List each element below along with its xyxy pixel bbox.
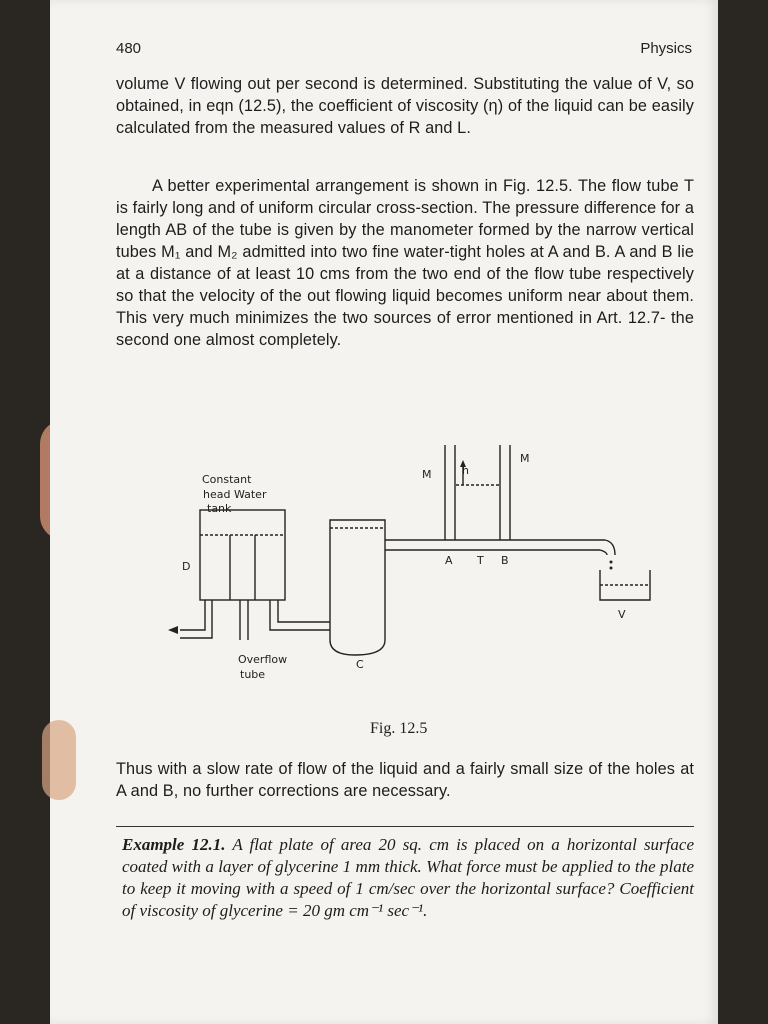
- label-constant-head-3: tank: [207, 502, 232, 515]
- reservoir-c: [330, 520, 385, 655]
- flow-tube-outlet-inner: [600, 550, 607, 555]
- label-c: C: [356, 658, 364, 671]
- example-label: Example 12.1.: [122, 835, 226, 854]
- finger-shadow-lower: [42, 720, 76, 800]
- example-block: [122, 834, 694, 922]
- label-d: D: [182, 560, 191, 573]
- viscosity-apparatus-diagram: [160, 440, 660, 690]
- label-a: A: [445, 554, 453, 567]
- label-t: T: [477, 554, 484, 567]
- inlet-arrow-icon: [168, 626, 178, 634]
- label-constant-head-1: Constant: [202, 473, 252, 486]
- paragraph-2: A better experimental arrangement is shown in Fig. 12.5. The flow tube T is fairly long and of uniform circular cross-section. The pressure difference for a length AB of the tube is given by the manometer formed by the narrow vertical tubes M₁ and M₂ admitted into two fine water-tight holes at A and B. A and B lie at a distance of at least 10 cms from the two end of the flow tube respectively so that the velocity of the out flowing liquid becomes uniform near about them. This very much minimizes the two sources of error mentioned in Art. 12.7- the second one almost completely.: [116, 177, 694, 349]
- label-v: V: [618, 608, 626, 621]
- label-b: B: [501, 554, 509, 567]
- paragraph-3: Thus with a slow rate of flow of the liquid and a fairly small size of the holes at A and B, no further corrections are necessary.: [116, 760, 694, 800]
- label-overflow-2: tube: [240, 668, 266, 681]
- inlet-pipe: [180, 600, 205, 630]
- section-divider: [116, 826, 694, 827]
- page-number: 480: [116, 40, 142, 57]
- label-h: h: [462, 464, 469, 477]
- feed-pipe-wall: [278, 600, 330, 622]
- feed-pipe: [270, 600, 330, 630]
- label-m2: M: [520, 452, 530, 465]
- figure-caption: Fig. 12.5: [370, 720, 428, 737]
- constant-head-tank: [200, 510, 285, 600]
- paragraph-1: volume V flowing out per second is determined. Substituting the value of V, so obtained, in eqn (12.5), the coefficient of viscosity (η) of the liquid can be easily calculated from the measured values of R and L.: [116, 75, 694, 137]
- figure-12-5: [160, 440, 660, 690]
- label-constant-head-2: head Water: [203, 488, 267, 501]
- label-m1: M: [422, 468, 432, 481]
- label-overflow-1: Overflow: [238, 653, 288, 666]
- inlet-pipe-wall: [180, 600, 212, 638]
- example-text: A flat plate of area 20 sq. cm is placed on a horizontal surface coated with a layer of glycerine 1 mm thick. What force must be applied to the plate to keep it moving with a speed of 1 cm/sec over the horizontal surface? Coefficient of viscosity of glycerine = 20 gm cm⁻¹ sec⁻¹.: [122, 835, 694, 920]
- section-title: Physics: [640, 40, 692, 57]
